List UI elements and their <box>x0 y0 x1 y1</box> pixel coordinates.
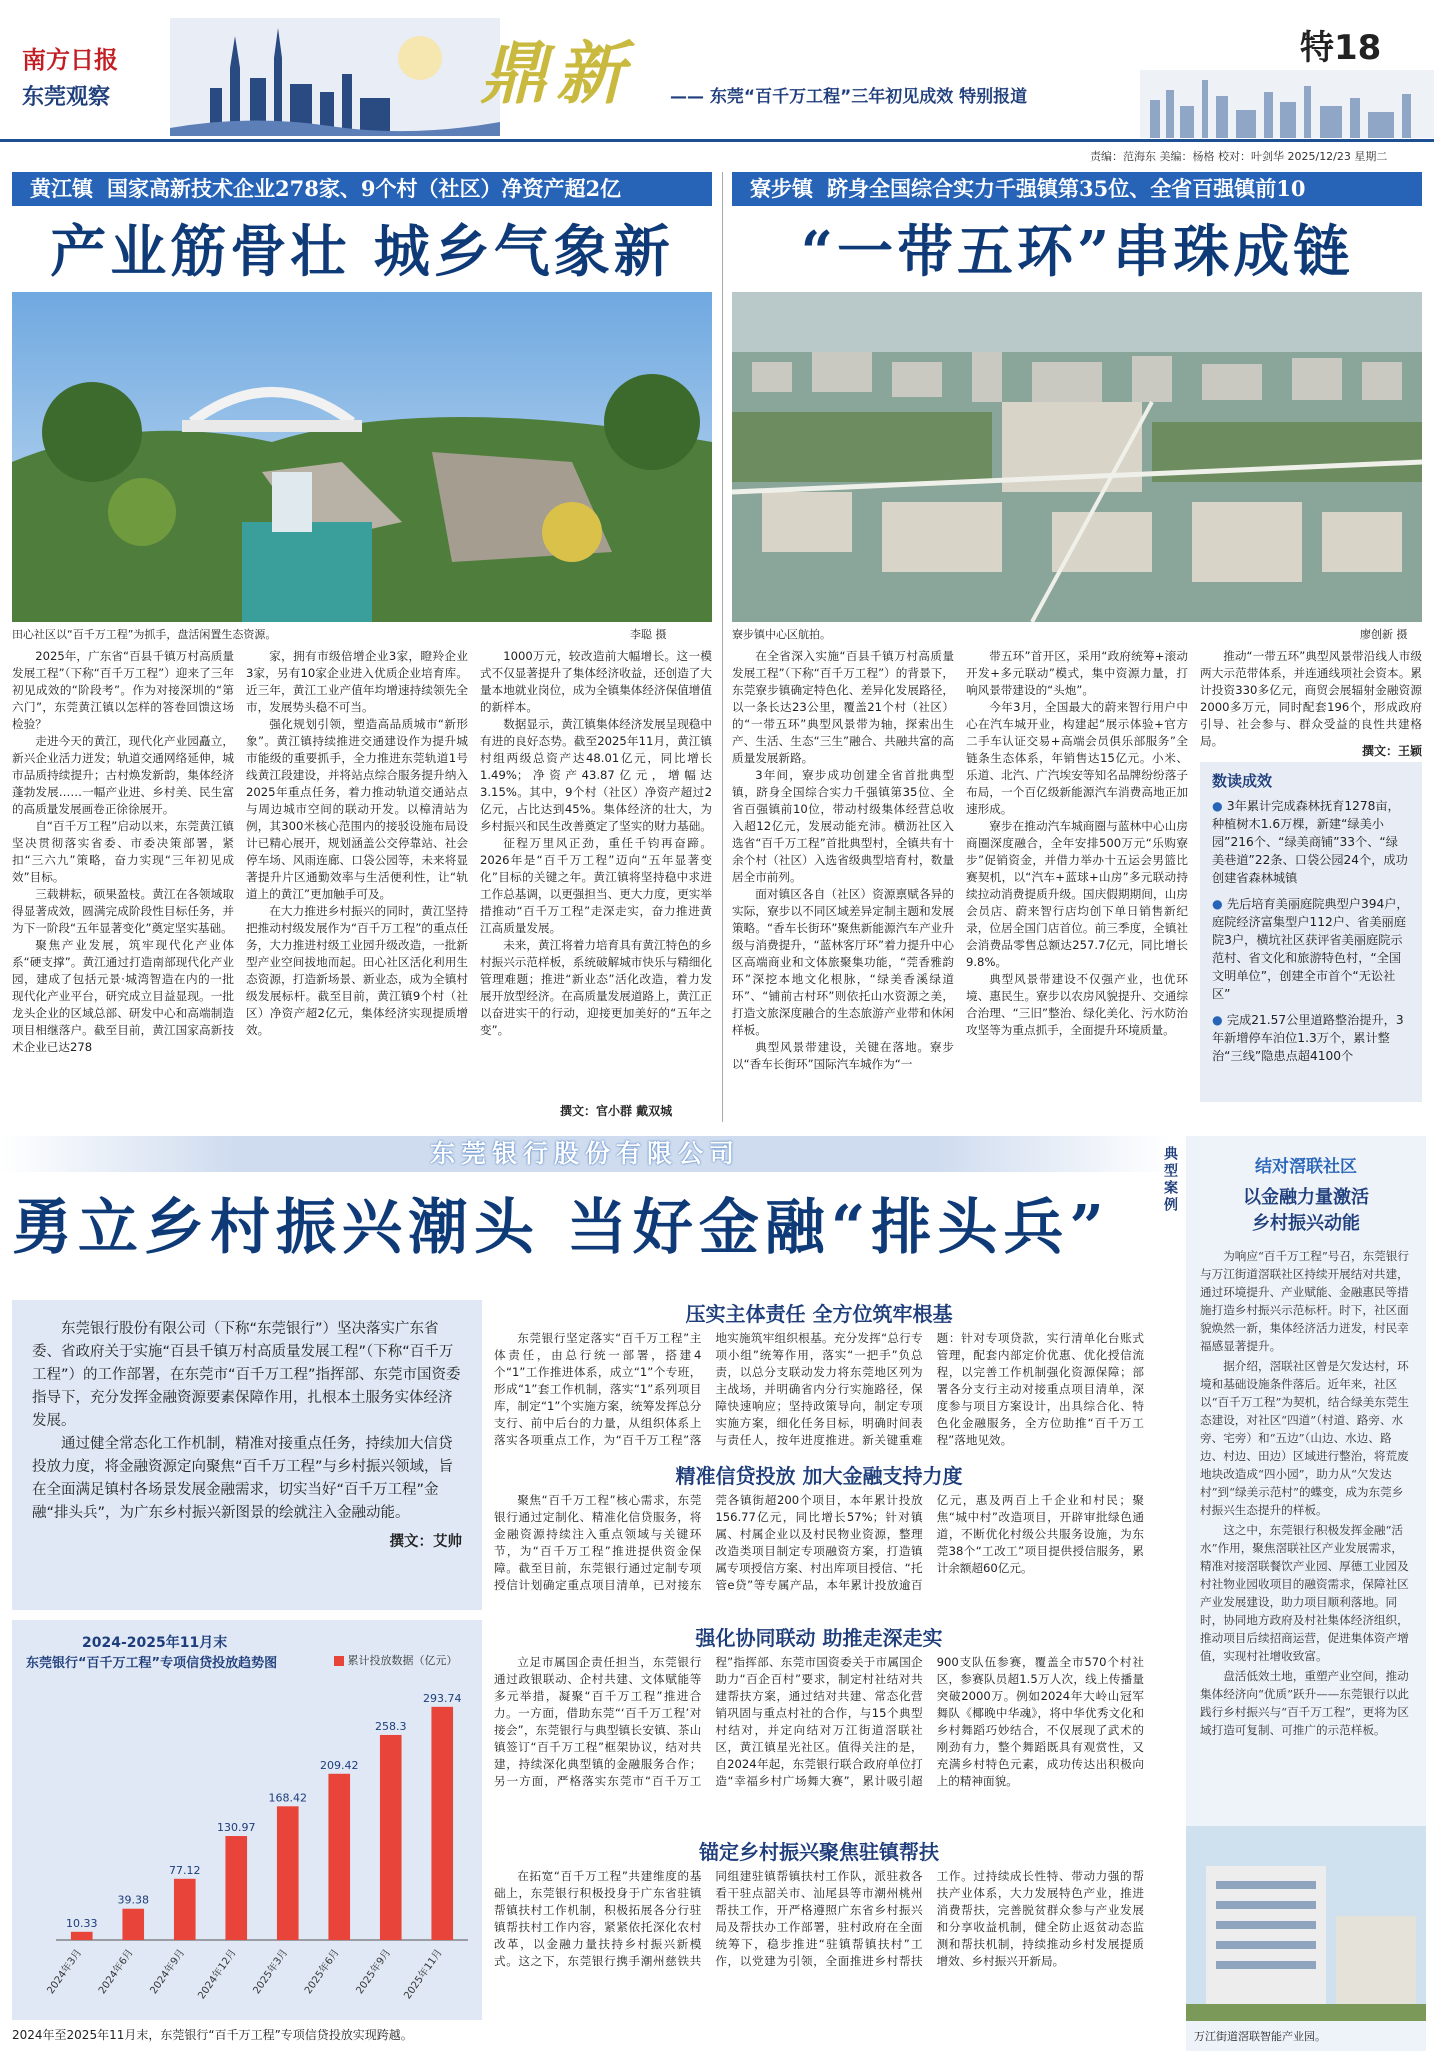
chart-tick-label: 2024年12月 <box>196 1947 239 2002</box>
zhangbu-photo-caption: 寮步镇中心区航拍。 <box>732 628 831 641</box>
paragraph: 家，拥有市级倍增企业3家，瞪羚企业3家，另有10家企业进入优质企业培育库。近三年，黄江工业产值年均增速持续领先全市，发展势头稳不可当。 <box>246 649 468 714</box>
city-skyline-image <box>1140 70 1434 138</box>
paragraph: 走进今天的黄江，现代化产业园矗立，新兴企业活力迸发；轨道交通网络延伸，城市品质持续提升；古村焕发新韵，集体经济蓬勃发展……一幅产业进、乡村美、民生富的高质量发展画卷正徐徐展开。 <box>12 734 234 816</box>
paragraph: 今年3月，全国最大的蔚来智行用户中心在汽车城开业，构建起“展示体验+官方二手车认证交易+高端会员俱乐部服务”全链条生态体系，年销售达15亿元。小米、乐道、北汽、广汽埃安等知名品牌纷纷落子布局，一个百亿级新能源汽车消费高地正加速形成。 <box>966 700 1188 816</box>
paragraph: 东莞银行股份有限公司（下称“东莞银行”）坚决落实广东省委、省政府关于实施“百县千镇万村高质量发展工程”（下称“百千万工程”）的工作部署，在东莞市“百千万工程”指挥部、东莞市国资委指导下，充分发挥金融资源要素保障作用，扎根本土服务实体经济发展。 <box>32 1321 461 1429</box>
case-title-main-2: 乡村振兴动能 <box>1252 1213 1360 1234</box>
huangjiang-column-3 <box>480 648 712 1098</box>
paragraph: 带五环”首开区，采用“政府统筹+滚动开发+多元联动”模式，集中资源力量，打响风景带建设的“头炮”。 <box>966 649 1188 697</box>
paragraph: 推动“一带五环”典型风景带沿线人市级两大示范带体系，并连通线项社会资本。累计投资330多亿元，商贸会展辐射金融资源2000多万元，同时配套196个，形成政府引导、社会参与、群众受益的良性共建格局。 <box>1200 649 1422 748</box>
paragraph: 典型风景带建设，关键在落地。寮步以“香车长街环”国际汽车城作为“一 <box>732 1040 954 1071</box>
paragraph: 聚焦产业发展，筑牢现代化产业体系“硬支撑”。黄江通过打造南部现代化产业园，建成了包括元景·城湾智造在内的一批现代化产业平台，研究成立目益显现。一批龙头企业的区域总部、研发中心和高端制造项目相继落户。截至目前，黄江国家高新技术企业已达278 <box>12 938 234 1054</box>
chart-data-label: 258.3 <box>375 1719 407 1733</box>
chart-legend <box>334 1652 458 1668</box>
huangjiang-byline: 撰文：官小群 戴双城 <box>560 1104 673 1118</box>
legend-label: 累计投放数据（亿元） <box>347 1654 458 1667</box>
paragraph: 三载耕耘，硕果盈枝。黄江在各领域取得显著成效，圆满完成阶段性目标任务，并为下一阶段“五年显著变化”奠定坚实基础。 <box>12 887 234 935</box>
bank-section-2-text <box>494 1492 1144 1612</box>
chart-data-label: 77.12 <box>169 1863 201 1877</box>
paragraph: 聚焦“百千万工程”核心需求，东莞银行通过定制化、精准化信贷服务，将金融资源持续注入重点领域与关键环节，为“百千万工程”推进提供资金保障。截至目前，东莞银行通过定制专项授信计划确定重点项目清单，已对接东莞各镇街超200个项目，本年累计投放156.77亿元，同比增长57%；针对镇属、村属企业以及村民物业资源，整理改造类项目制定专项融资方案，打造镇属专项授信方案、村出库项目授信、“托管e贷”等专属产品，本年累计投放逾百亿元，惠及两百上千企业和村民；聚焦“城中村”改造项目，开辟审批绿色通道，不断优化村级公共服务设施，为东莞38个“工改工”项目提供授信服务，累计余额超60亿元。 <box>494 1493 1144 1592</box>
paragraph: 数据显示，黄江镇集体经济发展呈现稳中有进的良好态势。截至2025年11月，黄江镇村组两级总资产达48.01亿元，同比增长1.49%；净资产43.87亿元，增幅达3.15%。其中，9个村（社区）净资产超过2亿元，占比达到45%。集体经济的壮大，为乡村振兴和民生改善奠定了坚实的财力基础。 <box>480 717 712 833</box>
zhangbu-kicker <box>732 172 1422 206</box>
chart-plot <box>12 1672 482 2020</box>
data-box-item: ● 先后培育美丽庭院典型户394户，庭院经济富集型户112户、省美丽庭院3户，横坑社区获评省美丽庭院示范村、省文化和旅游特色村，“全国文明单位”，创建全市首个“无讼社区” <box>1212 897 1409 1001</box>
legend-swatch <box>334 1656 344 1666</box>
paragraph: 3年间，寮步成功创建全省首批典型镇，跻身全国综合实力千强镇第35位、全省百强镇前10位，带动村级集体经营总收入超12亿元，发展动能充沛。横沥社区入选省“百千万工程”首批典型村，全镇共有十余个村（社区）入选省级典型培育村，数量居全市前列。 <box>732 768 954 884</box>
case-photo-caption: 万江街道滘联智能产业园。 <box>1194 2030 1326 2043</box>
paragraph: 典型风景带建设不仅强产业，也优环境、惠民生。寮步以农房风貌提升、交通综合治理、“三旧”整治、绿化美化、污水防治攻坚等为重点抓手，全面提升环境质量。 <box>966 972 1188 1037</box>
section-heading: 强化协同联动 助推走深走实 <box>695 1626 943 1650</box>
paragraph: 自“百千万工程”启动以来，东莞黄江镇坚决贯彻落实省委、市委决策部署，紧扣“三六九”策略，奋力实现“三年初见成效”目标。 <box>12 819 234 884</box>
paragraph: 征程万里风正劲，重任千钧再奋蹄。2026年是“百千万工程”迈向“五年显著变化”目标的关键之年。黄江镇将坚持稳中求进工作总基调，以更强担当、更大力度，更实举措推动“百千万工程”走深走实，奋力推进黄江高质量发展。 <box>480 836 712 935</box>
zhangbu-column-2 <box>966 648 1188 1118</box>
chart-tick-label: 2025年9月 <box>354 1947 394 1997</box>
paragraph: 立足市属国企责任担当，东莞银行通过政银联动、企村共建、文体赋能等多元举措，凝聚“百千万工程”推进合力。一方面，借助东莞“‘百千万工程’对接会”，东莞银行与典型镇长安镇、茶山镇签订“百千万工程”框架协议，结对共建，持续深化典型镇的金融服务合作；另一方面，严格落实东莞市“百千万工程”指挥部、东莞市国资委关于市属国企助力“百企百村”要求，制定村社结对共建帮扶方案，通过结对共建、常态化营销巩固与重点村社的合作，与15个典型村结对，并定向结对万江街道滘联社区，黄江镇星光社区。值得关注的是，自2024年起，东莞银行联合政府单位打造“幸福乡村广场舞大赛”，累计吸引超900支队伍参赛，覆盖全市570个村社区，参赛队员超1.5万人次，线上传播量突破2000万。例如2024年大岭山冠军舞队《椰晚中华魂》，将中华优秀文化和乡村舞蹈巧妙结合，不仅展现了武术的刚劲有力，整个舞蹈既具有观赏性，又充满乡村特色元素，成功传达出积极向上的精神面貌。 <box>494 1655 1144 1788</box>
column-divider <box>722 172 723 1122</box>
chart-data-label: 168.42 <box>268 1791 307 1805</box>
case-title-main: 以金融力量激活 <box>1243 1187 1369 1208</box>
section-heading: 锚定乡村振兴聚焦驻镇帮扶 <box>699 1840 939 1864</box>
loan-chart <box>12 1620 482 2020</box>
data-box-item: ● 3年累计完成森林抚育1278亩，种植树木1.6万棵，新建“绿美小园”216个、“绿美商铺”33个、“绿美巷道”22条、口袋公园24个，成功创建省森林城镇 <box>1212 799 1408 885</box>
data-box-item: ● 完成21.57公里道路整治提升，3年新增停车泊位1.3万个，累计整治“三线”隐患点超4100个 <box>1212 1013 1404 1063</box>
paragraph: 通过健全常态化工作机制，精准对接重点任务，持续加大信贷投放力度，将金融资源定向聚焦“百千万工程”与乡村振兴领域，旨在全面满足镇村各场景发展金融需求，切实当好“百千万工程”金融“排头兵”，为广东乡村振兴新图景的绘就注入金融动能。 <box>32 1436 454 1521</box>
paragraph: 未来，黄江将着力培育具有黄江特色的乡村振兴示范样板，系统破解城市快乐与精细化管理难题；推进“新业态”活化改造，着力发展开放型经济。在高质量发展道路上，黄江正以奋进实干的行动，迎接更加美好的“五年之变”。 <box>480 938 712 1037</box>
data-box <box>1200 762 1422 1102</box>
huangjiang-headline: 产业筋骨壮 城乡气象新 <box>50 219 674 285</box>
paragraph: 2025年，广东省“百县千镇万村高质量发展工程”（下称“百千万工程”）迎来了三年初见成效的“阶段考”。作为对接深圳的“第六门”，东莞黄江镇以怎样的答卷回馈这场检验？ <box>12 649 234 731</box>
chart-bar <box>174 1879 196 1940</box>
data-box-title: 数读成效 <box>1212 772 1273 790</box>
chart-bar <box>431 1707 453 1940</box>
page-number: 特18 <box>1300 28 1382 68</box>
bank-section-1-text <box>494 1330 1144 1450</box>
chart-tick-label: 2024年9月 <box>148 1947 188 1997</box>
chart-tick-label: 2024年6月 <box>96 1947 136 1997</box>
huangjiang-town: 黄江镇 <box>30 176 93 201</box>
paragraph: 强化规划引领，塑造高品质城市“新形象”。黄江镇持续推进交通建设作为提升城市能级的重要抓手，全力推进东莞轨道1号线黄江段建设，并将站点综合服务提升纳入2025年重点任务，着力推动轨道交通站点与周边城市空间的联动开发。以樟清站为例，其300米核心范围内的接驳设施布局设计已精心展开，规划涵盖公交停靠站、社会停车场、风雨连廊、口袋公园等，未来将显著提升片区通勤效率与生活便利性，让“轨道上的黄江”更加触手可及。 <box>246 717 468 901</box>
chart-caption: 2024年至2025年11月末，东莞银行“百千万工程”专项信贷投放实现跨越。 <box>12 2028 413 2042</box>
paragraph: 据介绍，滘联社区曾是欠发达村，环境和基础设施条件落后。近年来，社区以“百千万工程”为契机，结合绿美东莞生态建设，对社区“四道”（村道、路旁、水旁、宅旁）和“五边”（山边、水边、路边、村边、田边）区域进行整治，将荒废地块改造成“四小园”，助力从“欠发达村”到“绿美示范村”的蝶变，成为东莞乡村振兴生态提升的样板。 <box>1200 1359 1409 1517</box>
paragraph: 这之中，东莞银行积极发挥金融“活水”作用，聚焦滘联社区产业发展需求，精准对接滘联餐饮产业园、厚德工业园及村社物业园收项目的融资需求，保障社区产业发展建设，助力项目顺利落地。同时，协同地方政府及村社集体经济组织，推动项目后续招商运营，促进集体资产增值，实现村社增收致富。 <box>1200 1523 1409 1663</box>
zhangbu-photo-credit: 廖创新 摄 <box>1360 628 1408 641</box>
chart-bar <box>122 1909 144 1940</box>
case-sidebar <box>1186 1136 1426 2051</box>
sub-slogan: —— 东莞“百千万工程”三年初见成效 特别报道 <box>670 87 1028 107</box>
chart-data-label: 209.42 <box>320 1758 359 1772</box>
case-title-place: 结对滘联社区 <box>1255 1157 1357 1177</box>
huangjiang-column-2 <box>246 648 468 1118</box>
paragraph: 在全省深入实施“百县千镇万村高质量发展工程”（下称“百千万工程”）的背景下，东莞寮步镇确定特色化、差异化发展路径，以一条长达23公里，覆盖21个村（社区）的“一带五环”典型风景带为轴，探索出生产、生活、生态“三生”融合、共融共富的高质量发展新路。 <box>732 649 954 765</box>
chart-data-label: 39.38 <box>117 1893 149 1907</box>
chart-tick-label: 2025年3月 <box>251 1947 291 1997</box>
chart-data-label: 130.97 <box>217 1821 256 1835</box>
paragraph: 在拓宽“百千万工程”共建维度的基础上，东莞银行积极投身于广东省驻镇帮镇扶村工作机制，积极拓展各分行驻镇帮扶村工作内容，紧紧依托深化农村改革，以金融力量扶持乡村振兴新模式。这之下，东莞银行携手潮州慈铁共同组建驻镇帮镇扶村工作队，派驻救各看干驻点韶关市、汕尾县等市潮州桃州帮扶工作，开严格遵照广东省乡村振兴局及帮扶办工作部署，驻村政府在全面统筹下，稳步推进“驻镇帮镇扶村”工作，以党建为引领，全面推进乡村帮扶工作。过持续成长性特、带动力强的帮扶产业体系，大力发展特色产业，推进消费帮扶，完善脱贫群众参与产业发展和分享收益机制，健全防止返贫动态监测和帮扶机制，持续推动乡村发展提质增效、乡村振兴开新局。 <box>494 1869 1144 1968</box>
chart-data-label: 10.33 <box>66 1916 98 1930</box>
paragraph: 东莞银行坚定落实“百千万工程”主体责任，由总行统一部署，搭建4个“1”工作推进体系，成立“1”个专班，形成“1”套工作机制，落实“1”系列项目库，制定“1”个实施方案，统筹发挥总分支行、前中后台的力量，从组织体系上落实各项重点工作，为“百千万工程”落地实施筑牢组织根基。充分发挥“总行专项小组”统筹作用，落实“一把手”负总责，以总分支联动发力将东莞地区列为主战场，并明确省内分行实施路径，保障快速响应；坚持政策导向，制定专项实施方案，细化任务目标，明确时间表与责任人，按年进度推进。新关键重难题：针对专项贷款，实行清单化台账式管理，配套内部定价优惠、优化授信流程，以完善工作机制强化资源保障；部署各分支行主动对接重点项目清单，深度参与项目方案设计，出具综合化、特色化金融服务，全方位助推“百千万工程”落地见效。 <box>494 1331 1144 1447</box>
chart-data-label: 293.74 <box>423 1691 462 1705</box>
paragraph: 盘活低效土地，重塑产业空间，推动集体经济向“优质”跃升——东莞银行以此践行乡村振兴与“百千万工程”，更将为区域打造可复制、可推广的示范样板。 <box>1200 1669 1409 1737</box>
skyline-illustration <box>170 18 500 136</box>
chart-title: 2024-2025年11月末 <box>82 1635 228 1651</box>
brand-section: 东莞观察 <box>22 85 111 110</box>
section-heading: 精准信贷投放 加大金融支持力度 <box>675 1464 963 1488</box>
bank-band-title: 东莞银行股份有限公司 <box>0 1136 1170 1172</box>
huangjiang-kicker <box>12 172 712 206</box>
zhangbu-kicker-text: 跻身全国综合实力千强镇第35位、全省百强镇前10 <box>827 176 1306 201</box>
zhangbu-aerial-photo <box>732 292 1422 622</box>
bank-section-3-text <box>494 1654 1144 1824</box>
zhangbu-byline: 撰文：王颖 <box>1362 744 1423 758</box>
masthead <box>0 0 1434 142</box>
brand-name: 南方日报 <box>22 45 118 74</box>
industrial-park-photo <box>1186 1826 1426 2021</box>
paragraph: 寮步在推动汽车城商圈与蓝林中心山房商圈深度融合，全年安排500万元“乐购寮步”促销资金，并借力举办十五运会男篮比赛契机，以“汽车+蓝球+山房”多元联动持续拉动消费提质升级。国庆假期期间，山房会员店、蔚来智行店均创下单日销售新纪录，位居全国门店首位。前三季度，全镇社会消费品零售总额达257.7亿元，同比增长9.8%。 <box>966 819 1188 969</box>
bank-headline: 勇立乡村振兴潮头 当好金融“排头兵” <box>12 1193 1110 1263</box>
huangjiang-kicker-text: 国家高新技术企业278家、9个村（社区）净资产超2亿 <box>107 176 622 201</box>
bank-intro <box>12 1300 482 1610</box>
paragraph: 面对镇区各自（社区）资源禀赋各异的实际，寮步以不同区域差异定制主题和发展策略。“香车长街环”聚焦新能源汽车产业升级与消费提升，“蓝林客厅环”着力提升中心区高端商业和文体旅聚集功能，“莞香雅韵环”深挖本地文化根脉，“绿美香溪绿道环”、“铺前古村环”则依托山水资源之美，打造文旅深度融合的生态旅游产业带和休闲样板。 <box>732 887 954 1037</box>
case-tag: 典型案例 <box>1160 1146 1180 1256</box>
slogan: 鼎新 <box>480 34 633 114</box>
chart-bar <box>380 1735 402 1940</box>
credit-line: 责编：范海东 美编：杨格 校对：叶剑华 2025/12/23 星期二 <box>1090 150 1388 163</box>
huangjiang-column-1 <box>12 648 234 1118</box>
zhangbu-headline: “一带五环”串珠成链 <box>800 219 1354 285</box>
bank-intro-byline: 撰文：艾帅 <box>389 1534 462 1550</box>
chart-tick-label: 2025年6月 <box>302 1947 342 1997</box>
case-body <box>1186 1235 1426 1835</box>
zhangbu-town: 寮步镇 <box>750 176 813 201</box>
paragraph: 在大力推进乡村振兴的同时，黄江坚持把推动村级发展作为“百千万工程”的重点任务，大力推进村级工业园升级改造，一批新型产业空间拔地而起。田心社区活化利用生态资源，打造新场景、新业态，成为全镇村级发展标杆。截至目前，黄江镇9个村（社区）净资产超2亿元，集体经济实现提质增效。 <box>246 904 468 1037</box>
chart-subtitle: 东莞银行“百千万工程”专项信贷投放趋势图 <box>26 1656 278 1671</box>
chart-bar <box>71 1932 93 1940</box>
chart-bar <box>277 1806 299 1940</box>
huangjiang-photo-caption: 田心社区以“百千万工程”为抓手，盘活闲置生态资源。 <box>12 628 277 641</box>
bank-section-4-text <box>494 1868 1144 2048</box>
chart-bar <box>328 1774 350 1940</box>
huangjiang-photo <box>12 292 712 622</box>
huangjiang-photo-credit: 李聪 摄 <box>630 628 667 641</box>
zhangbu-column-3 <box>1200 648 1422 748</box>
paragraph: 为响应“百千万工程”号召，东莞银行与万江街道滘联社区持续开展结对共建，通过环境提升、产业赋能、金融惠民等措施打造乡村振兴示范标杆。时下，社区面貌焕然一新，集体经济活力迸发，村民幸福感显著提升。 <box>1200 1249 1409 1353</box>
section-heading: 压实主体责任 全方位筑牢根基 <box>685 1302 953 1326</box>
paragraph: 1000万元，较改造前大幅增长。这一模式不仅显著提升了集体经济收益，还创造了大量本地就业岗位，成为全镇集体经济保值增值的新样本。 <box>480 649 712 714</box>
chart-tick-label: 2024年3月 <box>45 1947 85 1997</box>
chart-bar <box>225 1836 247 1940</box>
zhangbu-column-1 <box>732 648 954 1118</box>
chart-tick-label: 2025年11月 <box>402 1947 445 2002</box>
